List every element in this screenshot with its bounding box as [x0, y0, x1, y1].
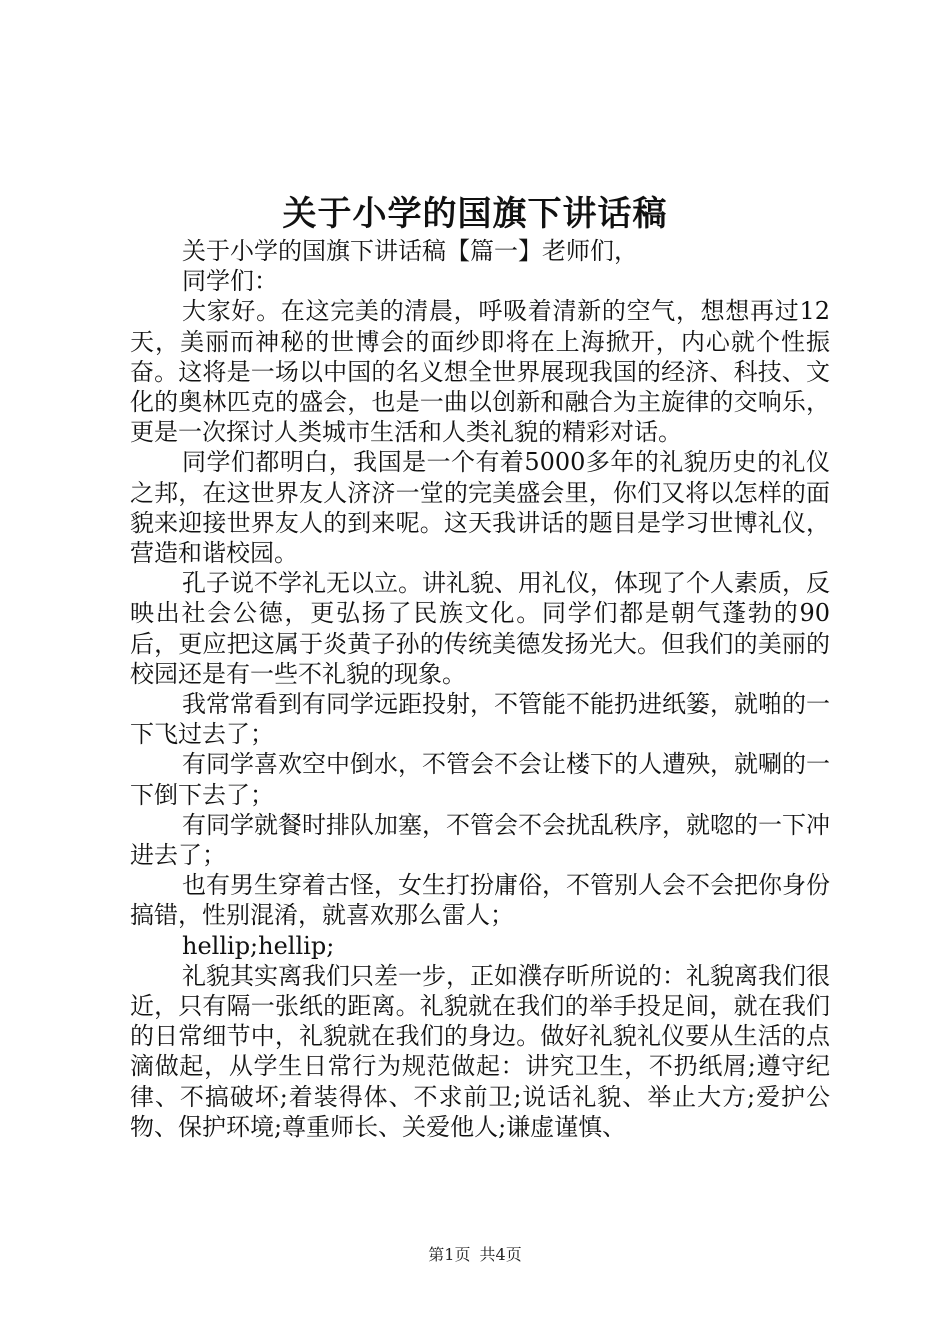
paragraph: hellip;hellip; — [182, 931, 335, 960]
paragraph: 有同学就餐时排队加塞，不管会不会扰乱秩序，就唿的一下冲进去了； — [130, 810, 830, 870]
page-total: 共4页 — [479, 1245, 522, 1264]
paragraph: 同学们： — [182, 267, 278, 296]
paragraph: 大家好。在这完美的清晨，呼吸着清新的空气，想想再过12天，美丽而神秘的世博会的面纱即将在上海掀开，内心就个性振奋。这将是一场以中国的名义想全世界展现我国的经济、科技、文化的奥林匹克的盛会，也是一曲以创新和融合为主旋律的交响乐，更是一次探讨人类城市生活和人类礼貌的精彩对话。 — [130, 297, 830, 447]
paragraph: 同学们都明白，我国是一个有着5000多年的礼貌历史的礼仪之邦，在这世界友人济济一堂的完美盛会里，你们又将以怎样的面貌来迎接世界友人的到来呢。这天我讲话的题目是学习世博礼仪，营造和谐校园。 — [130, 448, 830, 568]
document-body — [130, 236, 830, 1142]
paragraph: 也有男生穿着古怪，女生打扮庸俗，不管别人会不会把你身份搞错，性别混淆，就喜欢那么雷人； — [130, 871, 830, 930]
paragraph: 孔子说不学礼无以立。讲礼貌、用礼仪，体现了个人素质，反映出社会公德，更弘扬了民族文化。同学们都是朝气蓬勃的90后，更应把这属于炎黄子孙的传统美德发扬光大。但我们的美丽的校园还是有一些不礼貌的现象。 — [130, 569, 830, 688]
paragraph: 关于小学的国旗下讲话稿【篇一】老师们， — [182, 237, 638, 265]
page-footer — [0, 1242, 950, 1265]
page-number: 第1页 — [428, 1245, 471, 1264]
page-title: 关于小学的国旗下讲话稿 — [282, 194, 668, 234]
paragraph: 我常常看到有同学远距投射，不管能不能扔进纸篓，就啪的一下飞过去了； — [130, 690, 830, 749]
paragraph: 有同学喜欢空中倒水，不管会不会让楼下的人遭殃，就唰的一下倒下去了； — [130, 750, 830, 809]
paragraph: 礼貌其实离我们只差一步，正如濮存昕所说的：礼貌离我们很近，只有隔一张纸的距离。礼貌就在我们的举手投足间，就在我们的日常细节中，礼貌就在我们的身边。做好礼貌礼仪要从生活的点滴做起，从学生日常行为规范做起：讲究卫生，不扔纸屑;遵守纪律、不搞破坏;着装得体、不求前卫;说话礼貌、举止大方;爱护公物、保护环境;尊重师长、关爱他人;谦虚谨慎、 — [130, 961, 830, 1141]
